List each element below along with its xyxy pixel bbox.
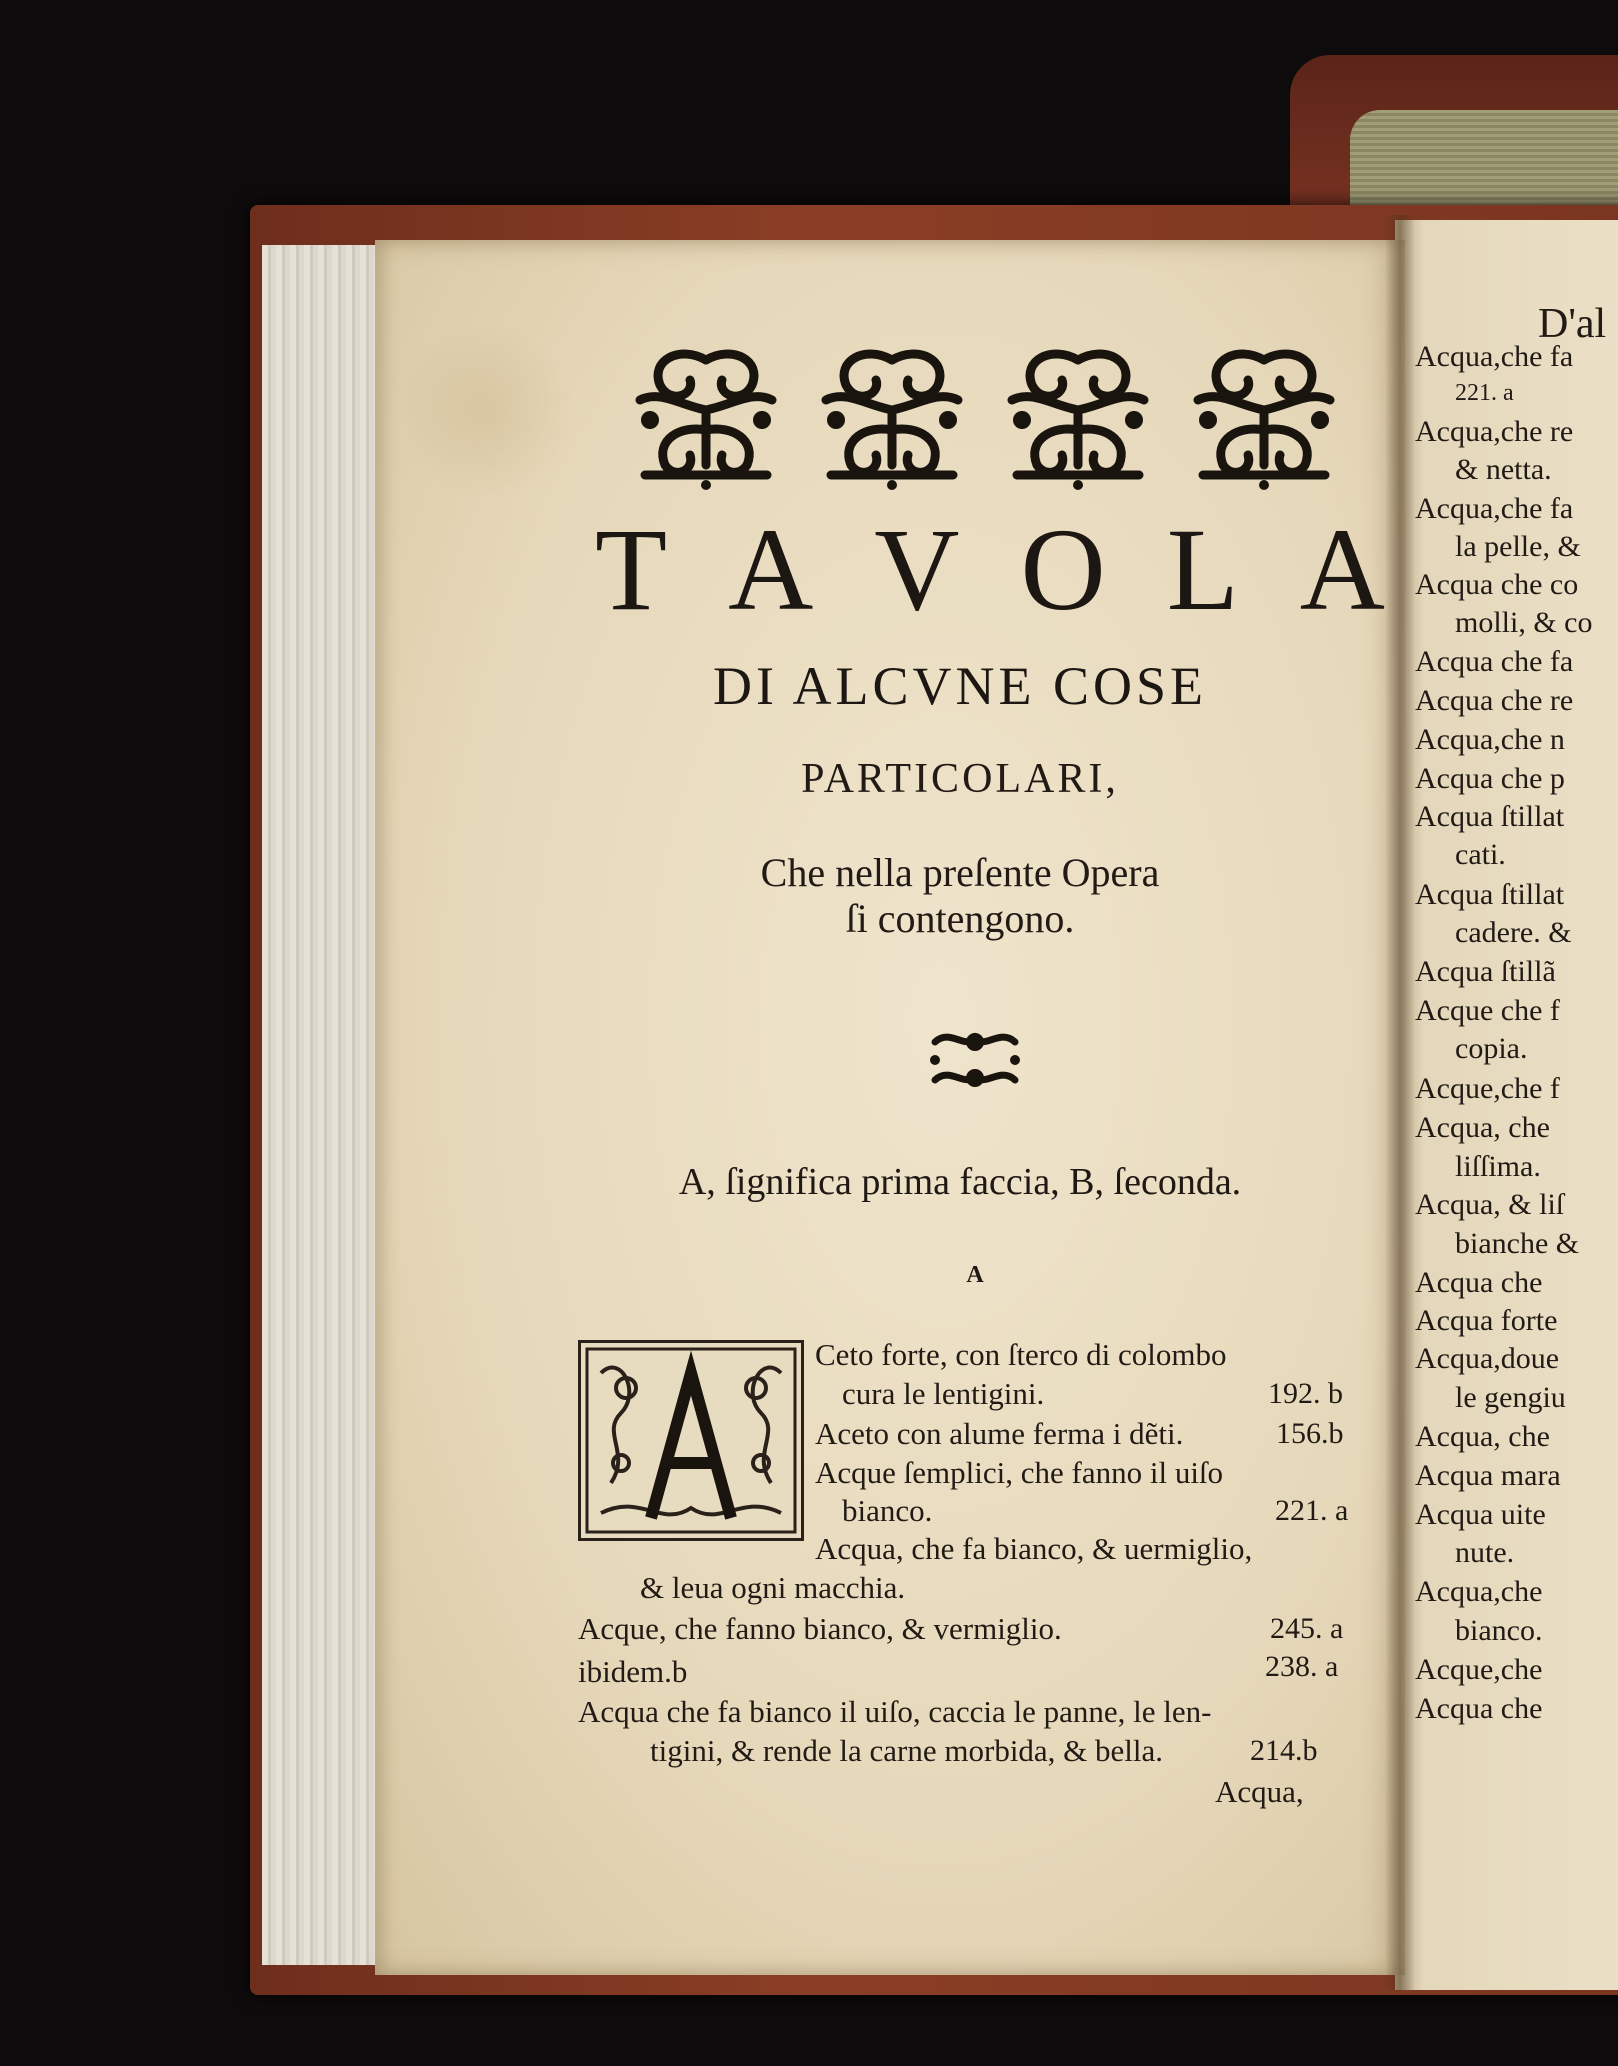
list-item: Acque,che f (1415, 1072, 1560, 1105)
list-item: Acqua mara (1415, 1459, 1561, 1492)
list-item: molli, & co (1455, 606, 1593, 639)
list-item: ibidem.b (578, 1654, 688, 1689)
list-item: Acque,che (1415, 1653, 1543, 1686)
list-item: la pelle, & (1455, 530, 1581, 563)
list-item: Acque, che fanno bianco, & vermiglio. (578, 1611, 1062, 1646)
list-item: bianco. (842, 1493, 933, 1528)
list-item: Ceto forte, con ſterco di colombo (815, 1337, 1227, 1372)
list-item: cura le lentigini. (842, 1376, 1045, 1411)
list-item: Acque che f (1415, 994, 1560, 1027)
list-item: Acqua uite (1415, 1498, 1546, 1531)
list-item: Acqua che re (1415, 684, 1574, 717)
list-item: cadere. & (1455, 916, 1572, 949)
list-item: Acqua che fa (1415, 645, 1574, 678)
list-item: Acqua,che fa (1415, 492, 1574, 525)
legend-text: A, ſignifica prima faccia, B, ſeconda. (678, 1161, 1242, 1203)
intro-line-1: Che nella preſente Opera (760, 850, 1160, 895)
title-letter: O (1020, 504, 1106, 635)
title-letter: A (1299, 504, 1385, 635)
list-item: le gengiu (1455, 1381, 1566, 1414)
list-item: Acqua,che n (1415, 723, 1565, 756)
title-letter: T (595, 504, 668, 635)
list-item: Acqua, che (1415, 1420, 1550, 1453)
list-item: tigini, & rende la carne morbida, & bella. (650, 1733, 1164, 1768)
list-item: 221. a (1455, 380, 1514, 406)
list-item: Acqua, che fa bianco, & uermiglio, (815, 1531, 1253, 1566)
page-reference: 245. a (1270, 1612, 1344, 1645)
page-reference: 221. a (1275, 1494, 1349, 1527)
subtitle-line-1: DI ALCVNE COSE (712, 656, 1207, 716)
subtitle-line-2: PARTICOLARI, (801, 756, 1119, 802)
page-reference: 238. a (1265, 1650, 1339, 1683)
catchword: Acqua, (1215, 1774, 1304, 1809)
list-item: Acqua che co (1415, 568, 1579, 601)
list-item: & leua ogni macchia. (640, 1570, 906, 1605)
list-item: Acqua che (1415, 1692, 1543, 1725)
title-letter: L (1166, 504, 1239, 635)
list-item: liſſima. (1455, 1150, 1541, 1183)
page-reference: 192. b (1268, 1377, 1343, 1410)
list-item: Acqua,che (1415, 1575, 1543, 1608)
list-item: bianco. (1455, 1614, 1543, 1647)
page-reference: 214.b (1250, 1734, 1318, 1767)
section-letter: A (966, 1262, 984, 1288)
list-item: Acqua che (1415, 1266, 1543, 1299)
list-item: Acqua ſtillã (1415, 955, 1556, 988)
page-reference: 156.b (1276, 1417, 1344, 1450)
list-item: Acqua ſtillat (1415, 800, 1565, 833)
list-item: Acqua che fa bianco il uiſo, caccia le panne, le len- (578, 1694, 1212, 1729)
list-item: Acqua,che fa (1415, 340, 1574, 373)
list-item: Acqua, che (1415, 1111, 1550, 1144)
list-item: Acqua, & liſ (1415, 1188, 1565, 1221)
title-letter: V (874, 504, 960, 635)
intro-line-2: ſi contengono. (845, 896, 1075, 941)
title-letter: A (728, 504, 814, 635)
list-item: Acqua che p (1415, 762, 1565, 795)
list-item: Acque ſemplici, che fanno il uiſo (815, 1455, 1224, 1490)
list-item: Acqua forte (1415, 1304, 1558, 1337)
right-page-header: D'al (1538, 301, 1607, 347)
list-item: bianche & (1455, 1227, 1580, 1260)
right-page-entries (1415, 300, 1618, 1800)
list-item: Acqua,che re (1415, 415, 1574, 448)
list-item: Aceto con alume ferma i dẽti. (815, 1416, 1184, 1451)
list-item: nute. (1455, 1536, 1515, 1569)
list-item: copia. (1455, 1032, 1528, 1065)
list-item: Acqua,doue (1415, 1342, 1560, 1375)
list-item: Acqua ſtillat (1415, 878, 1565, 911)
list-item: & netta. (1455, 453, 1552, 486)
list-item: cati. (1455, 838, 1506, 871)
